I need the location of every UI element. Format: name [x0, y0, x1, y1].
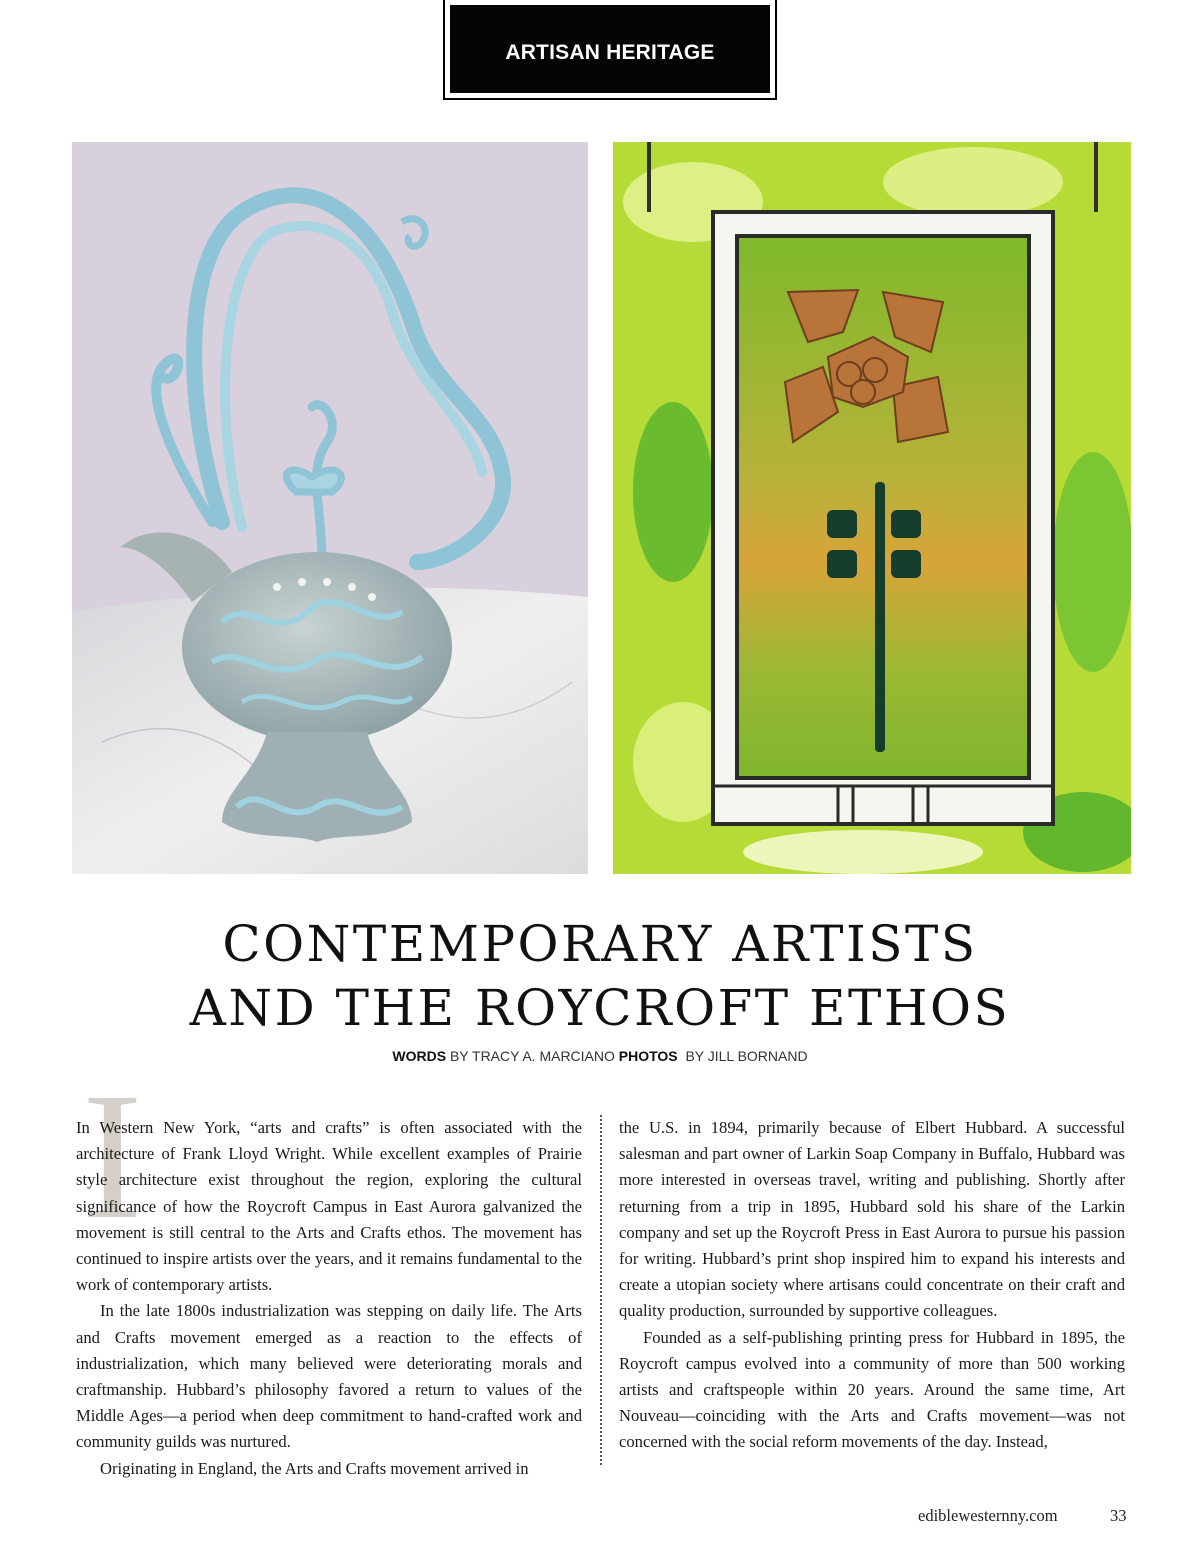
column-divider — [600, 1115, 602, 1465]
teapot-illustration — [72, 142, 588, 874]
section-tag-background — [450, 5, 770, 93]
stained-glass-illustration — [613, 142, 1131, 874]
words-label: WORDS — [392, 1048, 447, 1064]
page-number: 33 — [1110, 1506, 1127, 1525]
article-title — [0, 912, 1200, 1040]
body-column-right — [619, 1115, 1125, 1456]
drop-cap: I — [82, 1056, 143, 1257]
photos-author: BY JILL BORNAND — [685, 1048, 808, 1064]
paragraph: the U.S. in 1894, primarily because of Elbert Hubbard. A successful salesman and part owner of Larkin Soap Company in Buffalo, Hubbard was more interested in overseas travel, writing and publishing. Shortly after returning from a trip in 1895, Hubbard sold his share of the Larkin company and set up the Roycroft Press in East Aurora to pursue his passion for writing. Hubbard’s print shop inspired him to expand his interests and create a utopian society where artisans could concentrate on their craft and quality production, surrounded by supportive colleagues. — [619, 1118, 1125, 1321]
words-author: BY TRACY A. MARCIANO — [449, 1048, 615, 1064]
body-column-left — [76, 1115, 582, 1482]
paragraph: Originating in England, the Arts and Crafts movement arrived in — [100, 1458, 529, 1478]
article-title-line-2: AND THE ROYCROFT ETHOS — [189, 979, 1011, 1037]
photos-label: PHOTOS — [618, 1048, 678, 1064]
paragraph: In Western New York, “arts and crafts” is often associated with the architecture of Frank Lloyd Wright. While excellent examples of Prairie style architecture exist throughout the region, exploring the cultural significance of how the Roycroft Campus in East Aurora galvanized the movement is still central to the Arts and Crafts ethos. The movement has continued to inspire artists over the years, and it remains fundamental to the work of contemporary artists. — [76, 1118, 582, 1295]
teapot-photo — [72, 142, 588, 874]
paragraph: In the late 1800s industrialization was stepping on daily life. The Arts and Crafts movement emerged as a reaction to the effects of industrialization, which many believed were deteriorating morals and craftmanship. Hubbard’s philosophy favored a return to values of the Middle Ages—a period when deep commitment to hand-crafted work and community guilds was nurtured. — [76, 1301, 582, 1452]
footer-site: ediblewesternny.com — [918, 1506, 1058, 1525]
stained-glass-photo — [613, 142, 1131, 874]
byline — [0, 1048, 1200, 1064]
paragraph: Founded as a self-publishing printing press for Hubbard in 1895, the Roycroft campus evolved into a community of more than 500 working artists and craftspeople within 20 years. Around the same time, Art Nouveau—coinciding with the Arts and Crafts movement—was not concerned with the social reform movements of the day. Instead, — [619, 1327, 1125, 1452]
article-title-line-1: CONTEMPORARY ARTISTS — [222, 915, 978, 973]
section-label: ARTISAN HERITAGE — [505, 41, 715, 64]
section-tag — [443, 0, 777, 100]
